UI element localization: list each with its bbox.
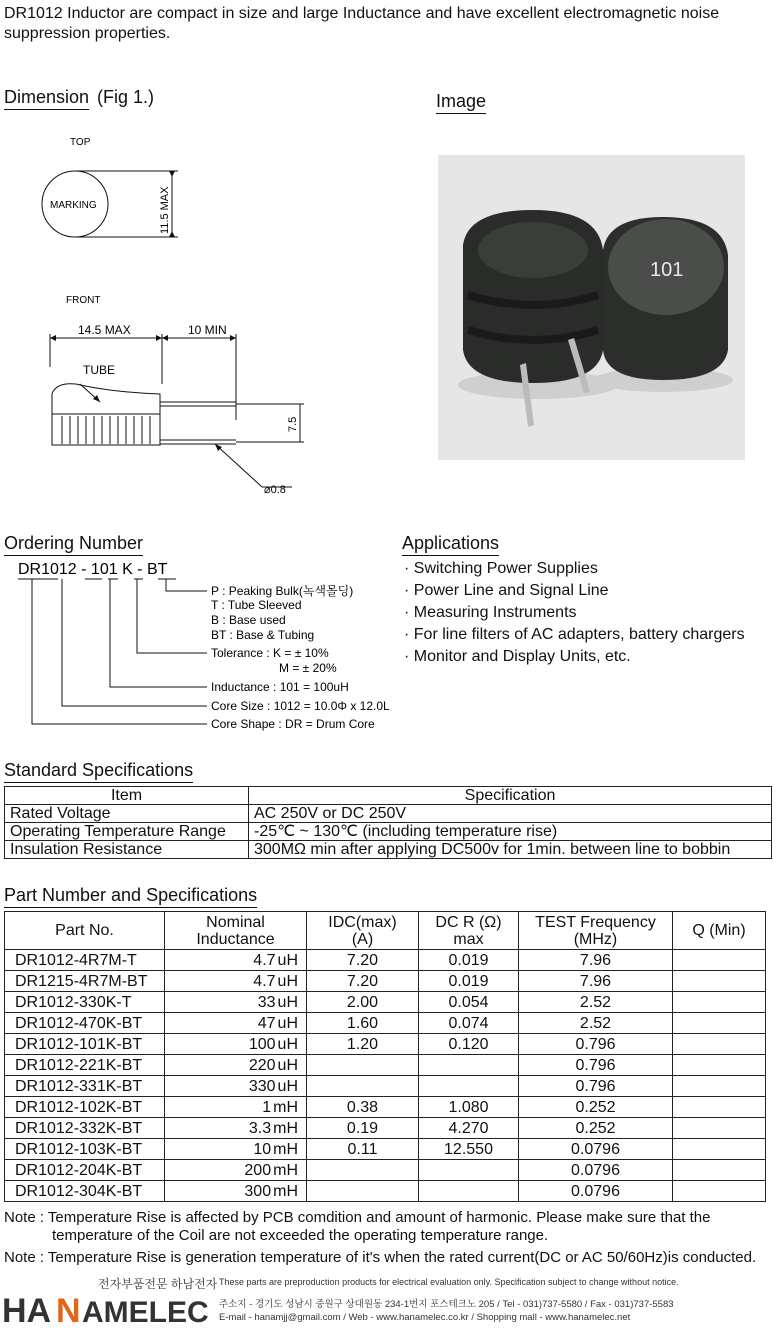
header-idc — [307, 912, 419, 950]
pitch-dimension: 7.5 — [287, 416, 299, 432]
idc-max — [307, 1076, 419, 1097]
table-row — [5, 805, 772, 823]
part-number: DR1012-102K-BT — [5, 1097, 165, 1118]
table-row — [5, 1181, 766, 1202]
part-number: DR1012-4R7M-T — [5, 950, 165, 971]
dc-resistance: 0.019 — [419, 950, 519, 971]
inductance — [165, 1013, 307, 1034]
ordering-code: DR1012 - 101 K - BT — [18, 561, 168, 578]
test-frequency: 0.252 — [519, 1118, 673, 1139]
table-row — [5, 1139, 766, 1160]
table-row — [5, 971, 766, 992]
tube-label: TUBE — [83, 363, 116, 377]
header-item: Item — [5, 787, 249, 805]
front-label: FRONT — [66, 295, 101, 306]
header-inductance-line1: Nominal — [206, 913, 265, 931]
inductance-value: 300 — [244, 1182, 272, 1200]
inductance — [165, 1160, 307, 1181]
test-frequency: 7.96 — [519, 971, 673, 992]
idc-max: 1.20 — [307, 1034, 419, 1055]
parts-heading — [4, 884, 257, 908]
q-min — [673, 1013, 766, 1034]
q-min — [673, 1097, 766, 1118]
applications-heading — [402, 532, 499, 556]
inductance-unit: uH — [277, 993, 298, 1011]
applications-title: Applications — [402, 532, 499, 556]
wire-dimension: ⌀0.8 — [264, 484, 286, 496]
inductance-unit: uH — [277, 1035, 298, 1053]
inductance — [165, 1076, 307, 1097]
inductance-unit: mH — [273, 1182, 298, 1200]
footer-contact: E-mail - hanamjj@gmail.com / Web - www.hanamelec.co.kr / Shopping mall - www.hanamelec.net — [219, 1312, 631, 1323]
spec-item: Operating Temperature Range — [5, 823, 249, 841]
logo-part-2: N — [56, 1292, 81, 1330]
note-1: Note : Temperature Rise is affected by PCB comdition and amount of harmonic. Please make sure that the — [4, 1209, 711, 1226]
idc-max: 7.20 — [307, 950, 419, 971]
header-tf-line1: TEST Frequency — [535, 913, 656, 931]
header-idc-line1: IDC(max) — [328, 913, 397, 931]
inductance-unit: uH — [277, 1056, 298, 1074]
q-min — [673, 971, 766, 992]
q-min — [673, 1181, 766, 1202]
ordering-title: Ordering Number — [4, 532, 143, 556]
dc-resistance: 0.120 — [419, 1034, 519, 1055]
header-inductance — [165, 912, 307, 950]
inductor-illustration — [438, 155, 745, 460]
table-header-row — [5, 912, 766, 950]
idc-max — [307, 1160, 419, 1181]
table-row — [5, 841, 772, 859]
idc-max: 1.60 — [307, 1013, 419, 1034]
header-part-no: Part No. — [5, 912, 165, 950]
note-2: Note : Temperature Rise is generation temperature of it's when the rated current(DC or AC 50/60Hz)is conducted. — [4, 1249, 757, 1266]
q-min — [673, 1139, 766, 1160]
inductance — [165, 1181, 307, 1202]
intro-text: DR1012 Inductor are compact in size and large Inductance and have excellent electromagnetic noise suppression properties. — [4, 5, 720, 42]
header-specification: Specification — [249, 787, 772, 805]
idc-max — [307, 1181, 419, 1202]
q-min — [673, 992, 766, 1013]
dc-resistance: 1.080 — [419, 1097, 519, 1118]
dc-resistance — [419, 1181, 519, 1202]
inductance-unit: uH — [277, 972, 298, 990]
part-number: DR1012-470K-BT — [5, 1013, 165, 1034]
test-frequency: 0.252 — [519, 1097, 673, 1118]
inductance — [165, 1034, 307, 1055]
header-dcr-line1: DC R (Ω) — [435, 913, 502, 931]
application-item: · Measuring Instruments — [404, 604, 577, 621]
parts-title: Part Number and Specifications — [4, 884, 257, 908]
table-row — [5, 950, 766, 971]
dc-resistance: 0.074 — [419, 1013, 519, 1034]
part-number: DR1012-204K-BT — [5, 1160, 165, 1181]
inductance-value: 10 — [253, 1140, 272, 1158]
spec-value: 300MΩ min after applying DC500v for 1min. between line to bobbin — [249, 841, 772, 859]
q-min — [673, 1118, 766, 1139]
part-number: DR1012-221K-BT — [5, 1055, 165, 1076]
inductance-unit: mH — [273, 1161, 298, 1179]
dc-resistance: 0.019 — [419, 971, 519, 992]
footer — [0, 1272, 780, 1331]
inductance — [165, 1097, 307, 1118]
table-row — [5, 992, 766, 1013]
header-tf-line2: (MHz) — [573, 930, 618, 948]
table-header-row — [5, 787, 772, 805]
application-item: · Switching Power Supplies — [404, 560, 598, 577]
inductance-value: 220 — [248, 1056, 276, 1074]
test-frequency: 2.52 — [519, 1013, 673, 1034]
table-row — [5, 1160, 766, 1181]
inductance-value: 200 — [244, 1161, 272, 1179]
q-min — [673, 1034, 766, 1055]
inductance-unit: mH — [273, 1119, 298, 1137]
header-dcr — [419, 912, 519, 950]
height-dimension: 11.5 MAX — [159, 186, 171, 234]
header-idc-line2: (A) — [351, 930, 374, 948]
table-row — [5, 1034, 766, 1055]
product-photo — [438, 155, 745, 460]
table-row — [5, 1118, 766, 1139]
top-label: TOP — [70, 137, 91, 148]
part-number: DR1012-304K-BT — [5, 1181, 165, 1202]
ordering-line-inductance: Inductance : 101 = 100uH — [211, 680, 349, 694]
width-dimension: 14.5 MAX — [78, 323, 131, 337]
test-frequency: 0.796 — [519, 1076, 673, 1097]
dc-resistance: 0.054 — [419, 992, 519, 1013]
inductance-unit: uH — [277, 1077, 298, 1095]
part-number: DR1012-330K-T — [5, 992, 165, 1013]
image-heading — [436, 90, 486, 114]
spec-value: AC 250V or DC 250V — [249, 805, 772, 823]
standard-heading — [4, 759, 193, 783]
inductance — [165, 1139, 307, 1160]
inductance-value: 100 — [248, 1035, 276, 1053]
note-1-continued: temperature of the Coil are not exceeded the operating temperature range. — [52, 1227, 549, 1244]
applications-list — [404, 558, 745, 668]
table-row — [5, 1013, 766, 1034]
header-inductance-line2: Inductance — [196, 930, 275, 948]
header-test-frequency — [519, 912, 673, 950]
inductance-unit: uH — [277, 951, 298, 969]
inductance-value: 3.3 — [248, 1119, 272, 1137]
ordering-line-core-size: Core Size : 1012 = 10.0Φ x 12.0L — [211, 699, 390, 713]
q-min — [673, 1076, 766, 1097]
dimension-heading — [4, 86, 154, 110]
part-number: DR1012-101K-BT — [5, 1034, 165, 1055]
q-min — [673, 950, 766, 971]
idc-max: 0.19 — [307, 1118, 419, 1139]
inductance-unit: uH — [277, 1014, 298, 1032]
application-item: · Power Line and Signal Line — [404, 582, 609, 599]
inductance-value: 33 — [257, 993, 276, 1011]
dc-resistance — [419, 1160, 519, 1181]
test-frequency: 0.796 — [519, 1055, 673, 1076]
inductance — [165, 1118, 307, 1139]
part-number: DR1012-103K-BT — [5, 1139, 165, 1160]
logo-part-1: HA — [2, 1292, 52, 1330]
header-q: Q (Min) — [673, 912, 766, 950]
ordering-diagram — [0, 555, 410, 745]
ordering-line-core-shape: Core Shape : DR = Drum Core — [211, 717, 375, 731]
parts-table — [4, 911, 766, 1202]
logo-part-3: AMELEC — [82, 1296, 209, 1329]
ordering-line-p: P : Peaking Bulk(녹색몰딩) — [211, 584, 354, 598]
ordering-line-b: B : Base used — [211, 613, 286, 627]
idc-max: 2.00 — [307, 992, 419, 1013]
footer-address: 주소지 - 경기도 성남시 중원구 상대원동 234-1번지 포스테크노 205 / Tel - 031)737-5580 / Fax - 031)737-5583 — [219, 1299, 674, 1310]
inductance — [165, 1055, 307, 1076]
company-logo — [2, 1292, 209, 1330]
inductance-unit: mH — [273, 1140, 298, 1158]
parts-table-body — [5, 950, 766, 1202]
ordering-line-tolerance-m: M = ± 20% — [279, 661, 337, 675]
test-frequency: 0.796 — [519, 1034, 673, 1055]
marking-label: MARKING — [50, 200, 97, 211]
inductance — [165, 950, 307, 971]
inductance — [165, 992, 307, 1013]
part-number: DR1012-332K-BT — [5, 1118, 165, 1139]
image-title: Image — [436, 90, 486, 114]
dc-resistance: 4.270 — [419, 1118, 519, 1139]
test-frequency: 2.52 — [519, 992, 673, 1013]
inductance — [165, 971, 307, 992]
spec-item: Insulation Resistance — [5, 841, 249, 859]
idc-max: 7.20 — [307, 971, 419, 992]
inductance-value: 4.7 — [253, 972, 276, 990]
inductance-value: 4.7 — [253, 951, 276, 969]
inductance-value: 330 — [248, 1077, 276, 1095]
ordering-heading — [4, 532, 143, 556]
inductance-value: 47 — [257, 1014, 276, 1032]
application-item: · Monitor and Display Units, etc. — [404, 648, 631, 665]
dimension-title: Dimension — [4, 86, 89, 110]
table-row — [5, 1097, 766, 1118]
dimension-fig: (Fig 1.) — [97, 87, 155, 107]
header-dcr-line2: max — [453, 930, 484, 948]
spec-item: Rated Voltage — [5, 805, 249, 823]
standard-spec-table — [4, 786, 772, 859]
application-item: · For line filters of AC adapters, battery chargers — [404, 626, 745, 643]
ordering-line-tolerance: Tolerance : K = ± 10% — [211, 646, 329, 660]
test-frequency: 0.0796 — [519, 1160, 673, 1181]
photo-marking: 101 — [650, 259, 684, 281]
inductance-unit: mH — [273, 1098, 298, 1116]
dimension-drawing — [0, 122, 330, 507]
lead-dimension: 10 MIN — [188, 323, 227, 337]
footer-disclaimer: These parts are preproduction products for electrical evaluation only. Specification subject to change without notice. — [219, 1277, 679, 1287]
q-min — [673, 1160, 766, 1181]
ordering-line-t: T : Tube Sleeved — [211, 598, 302, 612]
idc-max — [307, 1055, 419, 1076]
test-frequency: 0.0796 — [519, 1139, 673, 1160]
table-row — [5, 823, 772, 841]
table-row — [5, 1055, 766, 1076]
q-min — [673, 1055, 766, 1076]
table-row — [5, 1076, 766, 1097]
footer-tagline: 전자부품전문 하남전자 — [98, 1277, 218, 1291]
dc-resistance — [419, 1055, 519, 1076]
standard-title: Standard Specifications — [4, 759, 193, 783]
part-number: DR1012-331K-BT — [5, 1076, 165, 1097]
idc-max: 0.38 — [307, 1097, 419, 1118]
ordering-line-bt: BT : Base & Tubing — [211, 628, 315, 642]
spec-value: -25℃ ~ 130℃ (including temperature rise) — [249, 823, 772, 841]
test-frequency: 0.0796 — [519, 1181, 673, 1202]
dc-resistance — [419, 1076, 519, 1097]
dc-resistance: 12.550 — [419, 1139, 519, 1160]
test-frequency: 7.96 — [519, 950, 673, 971]
idc-max: 0.11 — [307, 1139, 419, 1160]
inductance-value: 1 — [262, 1098, 272, 1116]
part-number: DR1215-4R7M-BT — [5, 971, 165, 992]
